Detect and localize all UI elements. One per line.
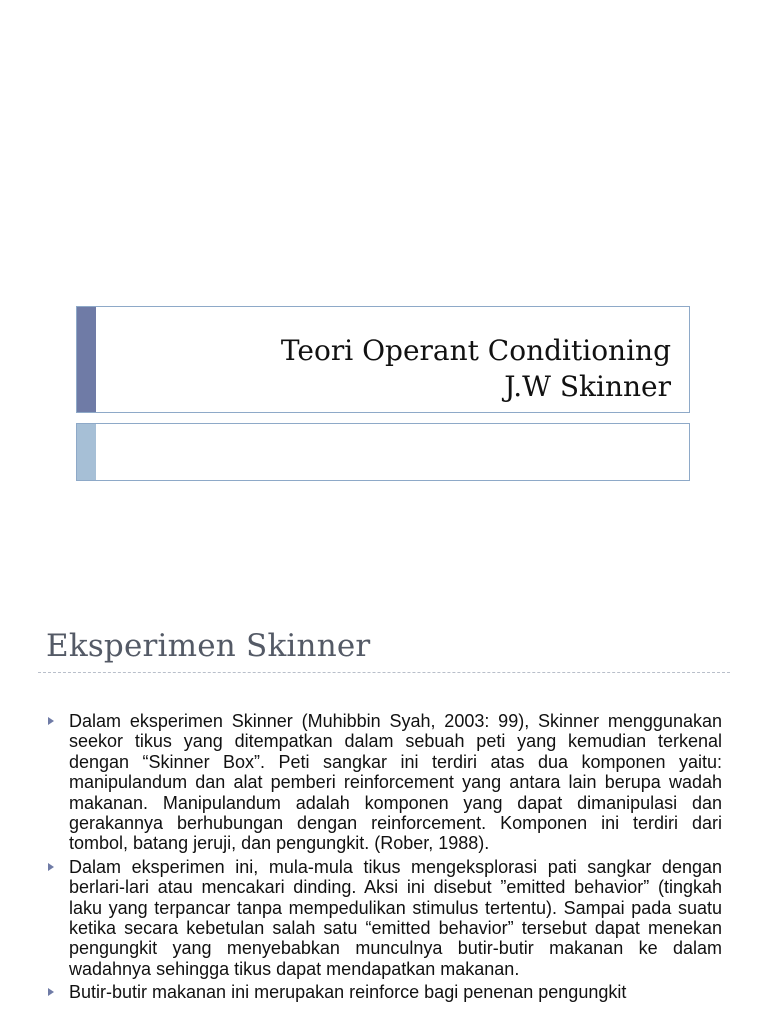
triangle-bullet-icon (48, 717, 54, 725)
list-item (46, 857, 722, 979)
title-accent-bar (77, 307, 96, 412)
subtitle-accent-bar (77, 424, 96, 480)
triangle-bullet-icon (48, 988, 54, 996)
bullet-text: Butir-butir makanan ini merupakan reinforce bagi penenan pengungkit (69, 982, 627, 1003)
bullet-text: Dalam eksperimen Skinner (Muhibbin Syah, 2003: 99), Skinner menggunakan seekor tikus yang ditempatkan dalam sebuah peti yang kemudian terkenal dengan “Skinner Box”. Peti sangkar ini terdiri atas dua komponen yaitu: manipulandum dan alat pemberi reinforcement yang antara lain berupa wadah makanan. Manipulandum adalah komponen yang dapat dimanipulasi dan gerakannya berhubungan dengan reinforcement. Komponen ini terdiri dari tombol, batang jeruji, dan pengungkit. (Rober, 1988). (69, 711, 722, 854)
triangle-bullet-icon (48, 863, 54, 871)
title-box (76, 306, 690, 413)
title-line-2: J.W Skinner (504, 370, 671, 403)
list-item (46, 982, 722, 1002)
slide-title (281, 333, 671, 405)
content-slide (0, 576, 768, 1024)
slide-heading: Eksperimen Skinner (46, 628, 371, 664)
subtitle-box (76, 423, 690, 481)
list-item (46, 711, 722, 854)
title-line-1: Teori Operant Conditioning (280, 334, 671, 367)
heading-divider (38, 672, 730, 673)
bullet-list (46, 711, 722, 1006)
bullet-text: Dalam eksperimen ini, mula-mula tikus mengeksplorasi pati sangkar dengan berlari-lari atau mencakari dinding. Aksi ini disebut ”emitted behavior” (tingkah laku yang terpancar tanpa mempedulikan stimulus tertentu). Sampai pada suatu ketika secara kebetulan salah satu “emitted behavior” tersebut dapat menekan pengungkit yang menyebabkan munculnya butir-butir makanan ke dalam wadahnya sehingga tikus dapat mendapatkan makanan. (69, 856, 722, 979)
